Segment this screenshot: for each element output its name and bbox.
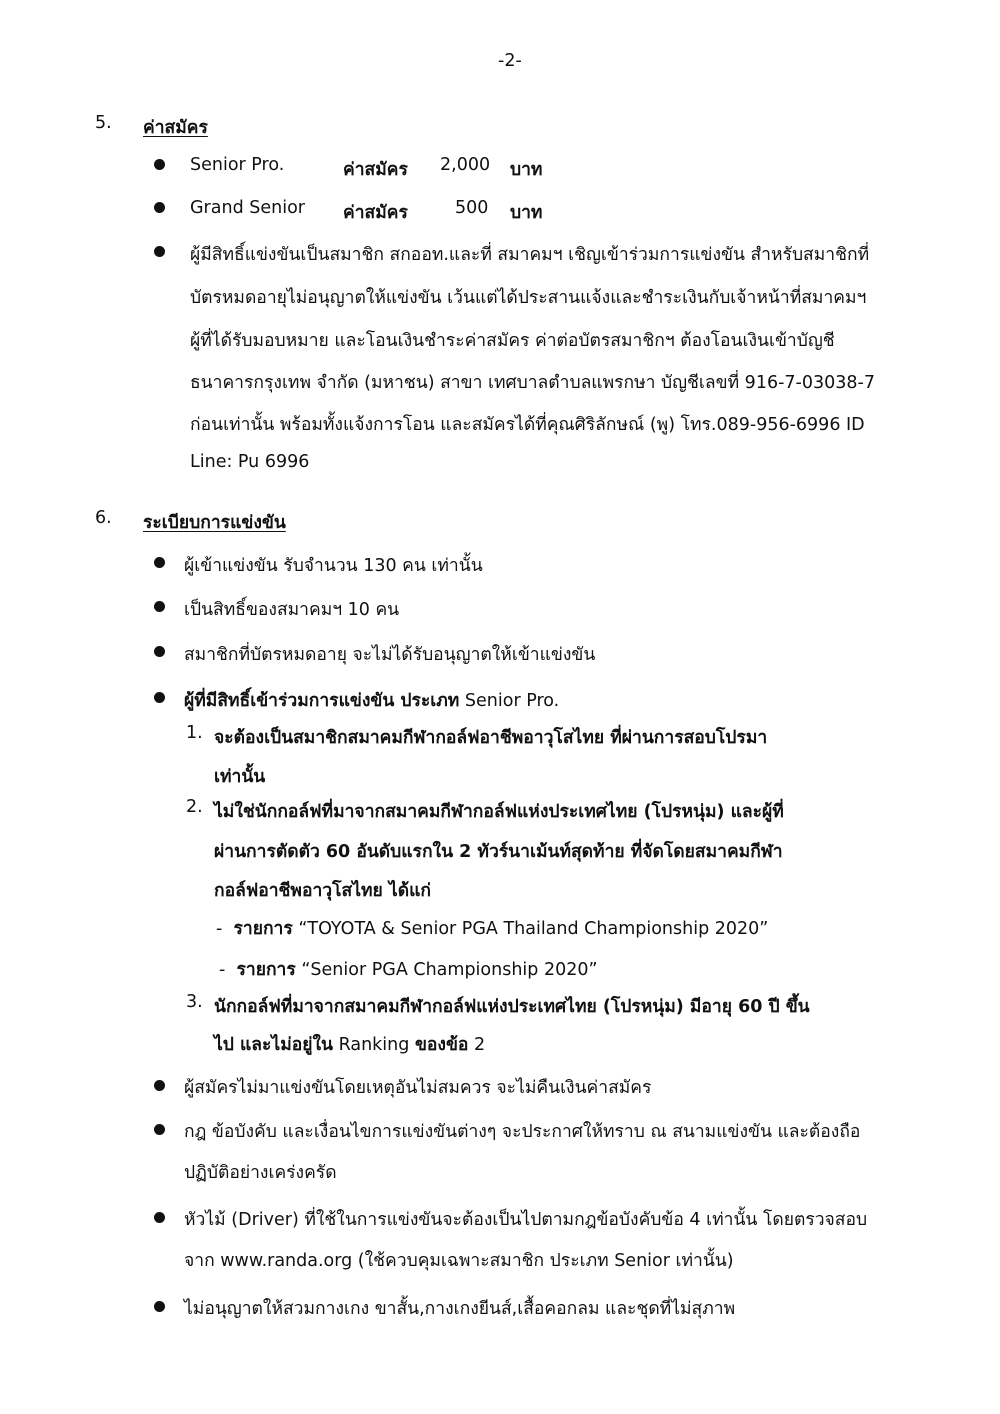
- fee-unit: บาท: [510, 160, 543, 180]
- item-text: ผ่านการตัดตัว 60 อันดับแรกใน 2 ทัวร์นาเม้นท์สุดท้าย ที่จัดโดยสมาคมกีฬา: [214, 842, 783, 862]
- bullet-dot-icon: [154, 1212, 165, 1223]
- item-text: ไม่ใช่นักกอล์ฟที่มาจากสมาคมกีฬากอล์ฟแห่งประเทศไทย (โปรหนุ่ม) และผู้ที่: [214, 802, 784, 822]
- eligibility-category: Senior Pro.: [459, 691, 560, 711]
- bullet-dot-icon: [154, 557, 165, 568]
- item-text-part: ของข้อ: [414, 1035, 469, 1055]
- item-text: กอล์ฟอาชีพอาวุโสไทย ได้แก่: [214, 881, 431, 901]
- bullet-dot-icon: [154, 159, 165, 170]
- fee-unit: บาท: [510, 203, 543, 223]
- rule-item: หัวไม้ (Driver) ที่ใช้ในการแข่งขันจะต้องเป็นไปตามกฎข้อบังคับข้อ 4 เท่านั้น โดยตรวจสอบ: [184, 1210, 868, 1230]
- fee-label: ค่าสมัคร: [343, 203, 408, 223]
- rule-item: จาก www.randa.org (ใช้ควบคุมเฉพาะสมาชิก ประเภท Senior เท่านั้น): [184, 1251, 734, 1271]
- section-6-number: 6.: [95, 508, 112, 528]
- bullet-dot-icon: [154, 646, 165, 657]
- bullet-dot-icon: [154, 202, 165, 213]
- bullet-dot-icon: [154, 1124, 165, 1135]
- fee-type: Senior Pro.: [190, 155, 285, 175]
- section-6-title: ระเบียบการแข่งขัน: [143, 513, 286, 533]
- rule-item: ไม่อนุญาตให้สวมกางเกง ขาสั้น,กางเกงยีนส์,เสื้อคอกลม และชุดที่ไม่สุภาพ: [184, 1299, 736, 1319]
- tournament-name: “Senior PGA Championship 2020”: [301, 960, 598, 980]
- bullet-dot-icon: [154, 601, 165, 612]
- eligibility-heading: [184, 686, 559, 714]
- fee-label: ค่าสมัคร: [343, 160, 408, 180]
- tournament-name: “TOYOTA & Senior PGA Thailand Championship 2020”: [298, 919, 769, 939]
- rule-item: ผู้สมัครไม่มาแข่งขันโดยเหตุอันไม่สมควร จะไม่คืนเงินค่าสมัคร: [184, 1078, 652, 1098]
- tournament-row: [219, 955, 598, 983]
- paragraph-line: ก่อนเท่านั้น พร้อมทั้งแจ้งการโอน และสมัครได้ที่คุณศิริลักษณ์ (พู) โทร.089-956-6996 ID: [190, 415, 865, 435]
- item-text: เท่านั้น: [214, 767, 266, 787]
- bullet-dot-icon: [154, 1301, 165, 1312]
- rule-item: ผู้เข้าแข่งขัน รับจำนวน 130 คน เท่านั้น: [184, 556, 483, 576]
- item-text: [214, 1030, 485, 1058]
- section-5-number: 5.: [95, 113, 112, 133]
- tournament-label: รายการ: [233, 919, 293, 939]
- item-number: 1.: [186, 723, 203, 743]
- item-text: จะต้องเป็นสมาชิกสมาคมกีฬากอล์ฟอาชีพอาวุโสไทย ที่ผ่านการสอบโปรมา: [214, 728, 768, 748]
- rule-item: ปฏิบัติอย่างเคร่งครัด: [184, 1163, 337, 1183]
- paragraph-line: บัตรหมดอายุไม่อนุญาตให้แข่งขัน เว้นแต่ได้ประสานแจ้งและชำระเงินกับเจ้าหน้าที่สมาคมฯ: [190, 288, 867, 308]
- paragraph-line: ธนาคารกรุงเทพ จำกัด (มหาชน) สาขา เทศบาลตำบลแพรกษา บัญชีเลขที่ 916-7-03038-7: [190, 373, 875, 393]
- tournament-label: รายการ: [236, 960, 296, 980]
- item-text-part: ไป และไม่อยู่ใน: [214, 1035, 334, 1055]
- rule-item: สมาชิกที่บัตรหมดอายุ จะไม่ได้รับอนุญาตให้เข้าแข่งขัน: [184, 645, 596, 665]
- dash: -: [216, 919, 223, 939]
- fee-type: Grand Senior: [190, 198, 305, 218]
- page-number: -2-: [498, 51, 522, 71]
- item-number: 3.: [186, 992, 203, 1012]
- paragraph-line: ผู้ที่ได้รับมอบหมาย และโอนเงินชำระค่าสมัคร ค่าต่อบัตรสมาชิกฯ ต้องโอนเงินเข้าบัญชี: [190, 331, 835, 351]
- fee-amount: 2,000: [440, 155, 491, 175]
- item-number: 2.: [186, 797, 203, 817]
- tournament-row: [216, 914, 768, 942]
- paragraph-line: ผู้มีสิทธิ์แข่งขันเป็นสมาชิก สกออท.และที่ สมาคมฯ เชิญเข้าร่วมการแข่งขัน สำหรับสมาชิกที่: [190, 245, 870, 265]
- rule-item: เป็นสิทธิ์ของสมาคมฯ 10 คน: [184, 600, 400, 620]
- rule-item: กฎ ข้อบังคับ และเงื่อนไขการแข่งขันต่างๆ จะประกาศให้ทราบ ณ สนามแข่งขัน และต้องถือ: [184, 1122, 861, 1142]
- dash: -: [219, 960, 226, 980]
- item-text: นักกอล์ฟที่มาจากสมาคมกีฬากอล์ฟแห่งประเทศไทย (โปรหนุ่ม) มีอายุ 60 ปี ขึ้น: [214, 997, 810, 1017]
- paragraph-line: Line: Pu 6996: [190, 452, 310, 472]
- bullet-dot-icon: [154, 1080, 165, 1091]
- item-text-part: 2: [468, 1035, 486, 1055]
- item-text-part: Ranking: [333, 1035, 415, 1055]
- section-5-title: ค่าสมัคร: [143, 118, 208, 138]
- fee-amount: 500: [455, 198, 489, 218]
- bullet-dot-icon: [154, 692, 165, 703]
- eligibility-bold: ผู้ที่มีสิทธิ์เข้าร่วมการแข่งขัน ประเภท: [184, 691, 460, 711]
- bullet-dot-icon: [154, 246, 165, 257]
